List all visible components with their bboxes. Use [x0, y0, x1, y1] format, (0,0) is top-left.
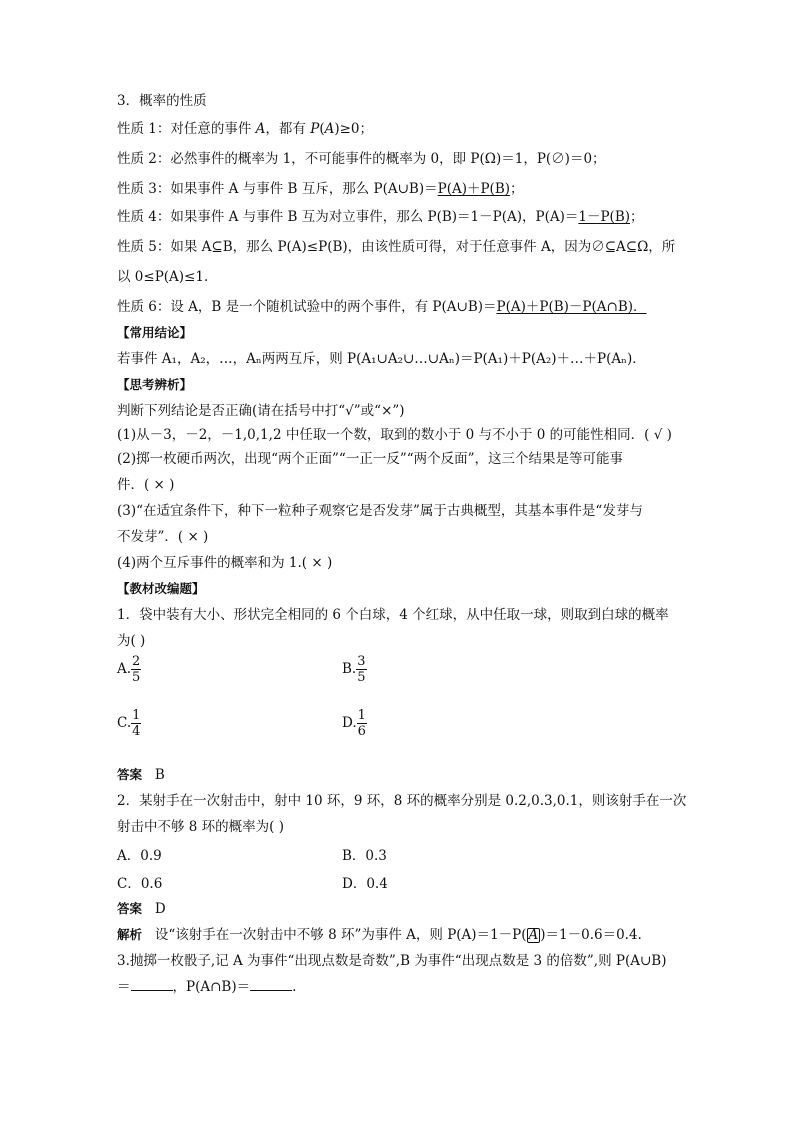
judgement-3-line-2: 不发芽”．( × ) [117, 529, 209, 545]
problem-3-line-1: 3.抛掷一枚骰子,记 A 为事件“出现点数是奇数”,B 为事件“出现点数是 3 的倍数”,则 P(A∪B) [117, 953, 667, 969]
property-2: 性质 2：必然事件的概率为 1，不可能事件的概率为 0，即 P(Ω)＝1，P(∅)＝0； [117, 151, 606, 167]
problem-1-answer: 答案 B [117, 767, 165, 783]
judgement-3-line-1: (3)“在适宜条件下，种下一粒种子观察它是否发芽”属于古典概型，其基本事件是“发芽与 [117, 503, 643, 519]
judgement-4: (4)两个互斥事件的概率和为 1.( × ) [117, 555, 333, 571]
property-6: 性质 6：设 A，B 是一个随机试验中的两个事件，有 P(A∪B)＝P(A)＋P(B)－P(A∩B)． [117, 299, 647, 315]
property-1: 性质 1：对任意的事件 A，都有 P(A)≥0； [117, 121, 374, 137]
problem-1-line-2: 为( ) [117, 633, 146, 649]
judgement-2-line-2: 件．( × ) [117, 477, 175, 493]
think-intro: 判断下列结论是否正确(请在括号中打“√”或“×”) [117, 403, 405, 419]
common-conclusion-heading: 【常用结论】 [117, 325, 193, 340]
complement-event-box: A [528, 927, 539, 943]
problem-1-option-a: A. $\frac{2}{5}$ [117, 654, 141, 685]
problem-2-option-a: A．0.9 [117, 848, 162, 864]
problem-1-line-1: 1．袋中装有大小、形状完全相同的 6 个白球，4 个红球，从中任取一球，则取到白球的概率 [117, 607, 669, 623]
problem-2-option-d: D．0.4 [342, 876, 388, 892]
problem-3-line-2: ＝ ，P(A∩B)＝ . [117, 979, 297, 995]
problem-2-option-b: B．0.3 [342, 848, 387, 864]
underlined-answer: 1－P(B) [578, 209, 631, 225]
judgement-2-line-1: (2)掷一枚硬币两次，出现“两个正面”“一正一反”“两个反面”，这三个结果是等可能事 [117, 451, 624, 467]
judgement-1: (1)从－3，－2，－1,0,1,2 中任取一个数，取到的数小于 0 与不小于 0 的可能性相同．( √ ) [117, 427, 672, 443]
answer-blank[interactable] [131, 978, 173, 991]
problem-2-answer: 答案 D [117, 901, 166, 917]
property-3: 性质 3：如果事件 A 与事件 B 互斥，那么 P(A∪B)＝P(A)＋P(B)； [117, 181, 524, 197]
underlined-answer: P(A)＋P(B)－P(A∩B)． [496, 299, 647, 315]
problem-2-option-c: C．0.6 [117, 876, 163, 892]
problem-2-explanation: 解析 设“该射手在一次射击中不够 8 环”为事件 A，则 P(A)＝1－P( A )＝1－0.6＝0.4. [117, 927, 642, 943]
problem-1-option-b: B. $\frac{3}{5}$ [342, 654, 366, 685]
section-title: 3．概率的性质 [117, 93, 207, 109]
problem-2-line-1: 2．某射手在一次射击中，射中 10 环，9 环，8 环的概率分别是 0.2,0.3,0.1，则该射手在一次 [117, 793, 687, 809]
underlined-answer: P(A)＋P(B) [437, 181, 511, 197]
problem-2-line-2: 射击中不够 8 环的概率为( ) [117, 819, 284, 835]
problem-1-option-c: C. $\frac{1}{4}$ [117, 708, 141, 739]
problem-1-option-d: D. $\frac{1}{6}$ [342, 708, 366, 739]
think-heading: 【思考辨析】 [117, 377, 193, 392]
property-5-line-2: 以 0≤P(A)≤1. [117, 269, 209, 285]
property-5-line-1: 性质 5：如果 A⊆B，那么 P(A)≤P(B)，由该性质可得，对于任意事件 A，因为∅⊆A⊆Ω，所 [117, 239, 676, 255]
textbook-heading: 【教材改编题】 [117, 581, 205, 596]
common-conclusion-text: 若事件 A₁，A₂，…，Aₙ两两互斥，则 P(A₁∪A₂∪…∪Aₙ)＝P(A₁)＋P(A₂)＋…＋P(Aₙ)． [117, 351, 646, 367]
property-4: 性质 4：如果事件 A 与事件 B 互为对立事件，那么 P(B)＝1－P(A)，P(A)＝1－P(B)； [117, 209, 644, 225]
answer-blank[interactable] [250, 978, 292, 991]
